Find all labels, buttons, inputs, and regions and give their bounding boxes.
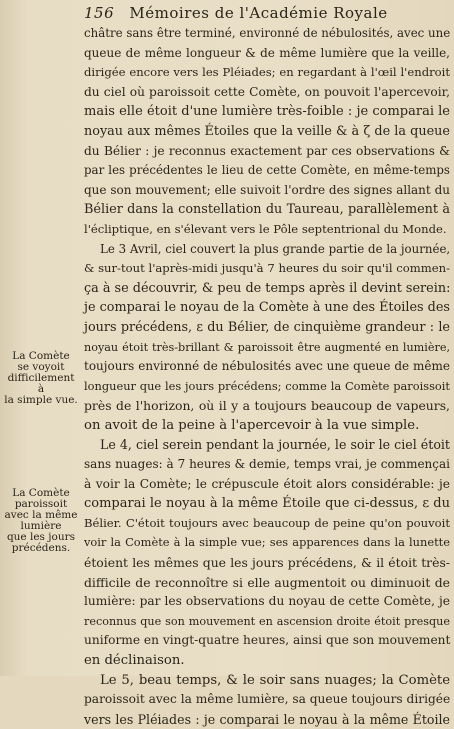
margin-note <box>2 351 80 406</box>
text-line: paroissoit avec la même lumière, sa queue toujours dirigée <box>84 692 451 707</box>
text-line: difficile de reconnoître si elle augmentoit ou diminuoit de <box>84 574 450 590</box>
text-line: noyau aux mêmes Étoiles que la veille & à ζ de la queue <box>84 123 450 139</box>
text-line: uniforme en vingt-quatre heures, ainsi que son mouvement <box>84 633 451 648</box>
text-line: ça à se découvrir, & peu de temps après il devint serein: <box>84 280 451 296</box>
text-line: Le 5, beau temps, & le soir sans nuages; la Comète <box>100 672 450 688</box>
margin-note-line: la simple vue. <box>4 394 78 406</box>
body-text <box>84 24 450 729</box>
margin-note-line: précédens. <box>11 542 71 554</box>
text-line: du ciel où paroissoit cette Comète, on pouvoit l'apercevoir, <box>84 84 450 99</box>
margin-note-line: lumière <box>20 520 62 532</box>
text-line: toujours environné de nébulosités avec une queue de même <box>84 359 450 374</box>
text-line: dirigée encore vers les Pléiades; en regardant à l'œil l'endroit <box>84 65 450 80</box>
text-line: lumière: par les observations du noyau de cette Comète, je <box>84 594 450 609</box>
text-line: sans nuages: à 7 heures & demie, temps vrai, je commençai <box>84 457 450 472</box>
margin-note-line: La Comète <box>12 350 70 362</box>
margin-note-line: paroissoit <box>14 498 68 510</box>
text-line: reconnus que son mouvement en ascension droite étoit presque <box>84 614 450 628</box>
margin-note-line: se voyoit <box>17 361 65 373</box>
text-line: longueur que les jours précédens; comme la Comète paroissoit <box>84 378 450 393</box>
text-line: du Bélier : je reconnus exactement par ces observations & <box>84 143 450 158</box>
text-line: noyau étoit très-brillant & paroissoit être augmenté en lumière, <box>84 340 450 354</box>
text-line: je comparai le noyau de la Comète à une des Étoiles des <box>84 300 450 316</box>
text-line: comparai le noyau à la même Étoile que ci-dessus, ε du <box>84 496 450 512</box>
text-line: Bélier dans la constellation du Taureau, parallèlement à <box>84 202 450 218</box>
text-line: Le 4, ciel serein pendant la journée, le soir le ciel étoit <box>100 437 450 453</box>
text-line: voir la Comète à la simple vue; ses apparences dans la lunette <box>84 535 450 550</box>
text-line: châtre sans être terminé, environné de nébulosités, avec une <box>84 26 451 40</box>
text-line: que son mouvement; elle suivoit l'ordre des signes allant du <box>84 182 450 197</box>
text-line: en déclinaison. <box>84 653 185 668</box>
text-line: à voir la Comète; le crépuscule étoit alors considérable: je <box>84 476 450 491</box>
text-line: mais elle étoit d'une lumière très-foible : je comparai le <box>84 104 450 120</box>
page-header <box>84 4 450 24</box>
text-line: jours précédens, ε du Bélier, de cinquième grandeur : le <box>84 319 450 335</box>
text-line: étoient les mêmes que les jours précédens, & il étoit très- <box>84 555 450 571</box>
text-line: & sur-tout l'après-midi jusqu'à 7 heures du soir qu'il commen- <box>84 261 450 276</box>
text-line: par les précédentes le lieu de cette Comète, en même-temps <box>84 163 450 178</box>
page-number: 156 <box>84 4 115 22</box>
text-line: on avoit de la peine à l'apercevoir à la vue simple. <box>84 417 420 433</box>
margin-note-line: La Comète <box>12 487 70 499</box>
text-line: Bélier. C'étoit toujours avec beaucoup de peine qu'on pouvoit <box>84 515 450 530</box>
text-line: Le 3 Avril, ciel couvert la plus grande partie de la journée, <box>100 241 451 256</box>
margin-note-line: avec la même <box>4 509 78 521</box>
margin-note-line: à <box>37 383 45 395</box>
running-title: Mémoires de l'Académie Royale <box>129 4 388 22</box>
text-line: près de l'horizon, où il y a toujours beaucoup de vapeurs, <box>84 398 450 414</box>
text-line: queue de même longueur & de même lumière que la veille, <box>84 45 450 60</box>
text-line: l'écliptique, en s'élevant vers le Pôle septentrional du Monde. <box>84 221 447 236</box>
margin-note <box>2 488 80 554</box>
text-line: vers les Pléiades : je comparai le noyau à la même Étoile <box>84 711 450 727</box>
margin-note-line: que les jours <box>6 531 76 543</box>
margin-note-line: difficilement <box>7 372 75 384</box>
